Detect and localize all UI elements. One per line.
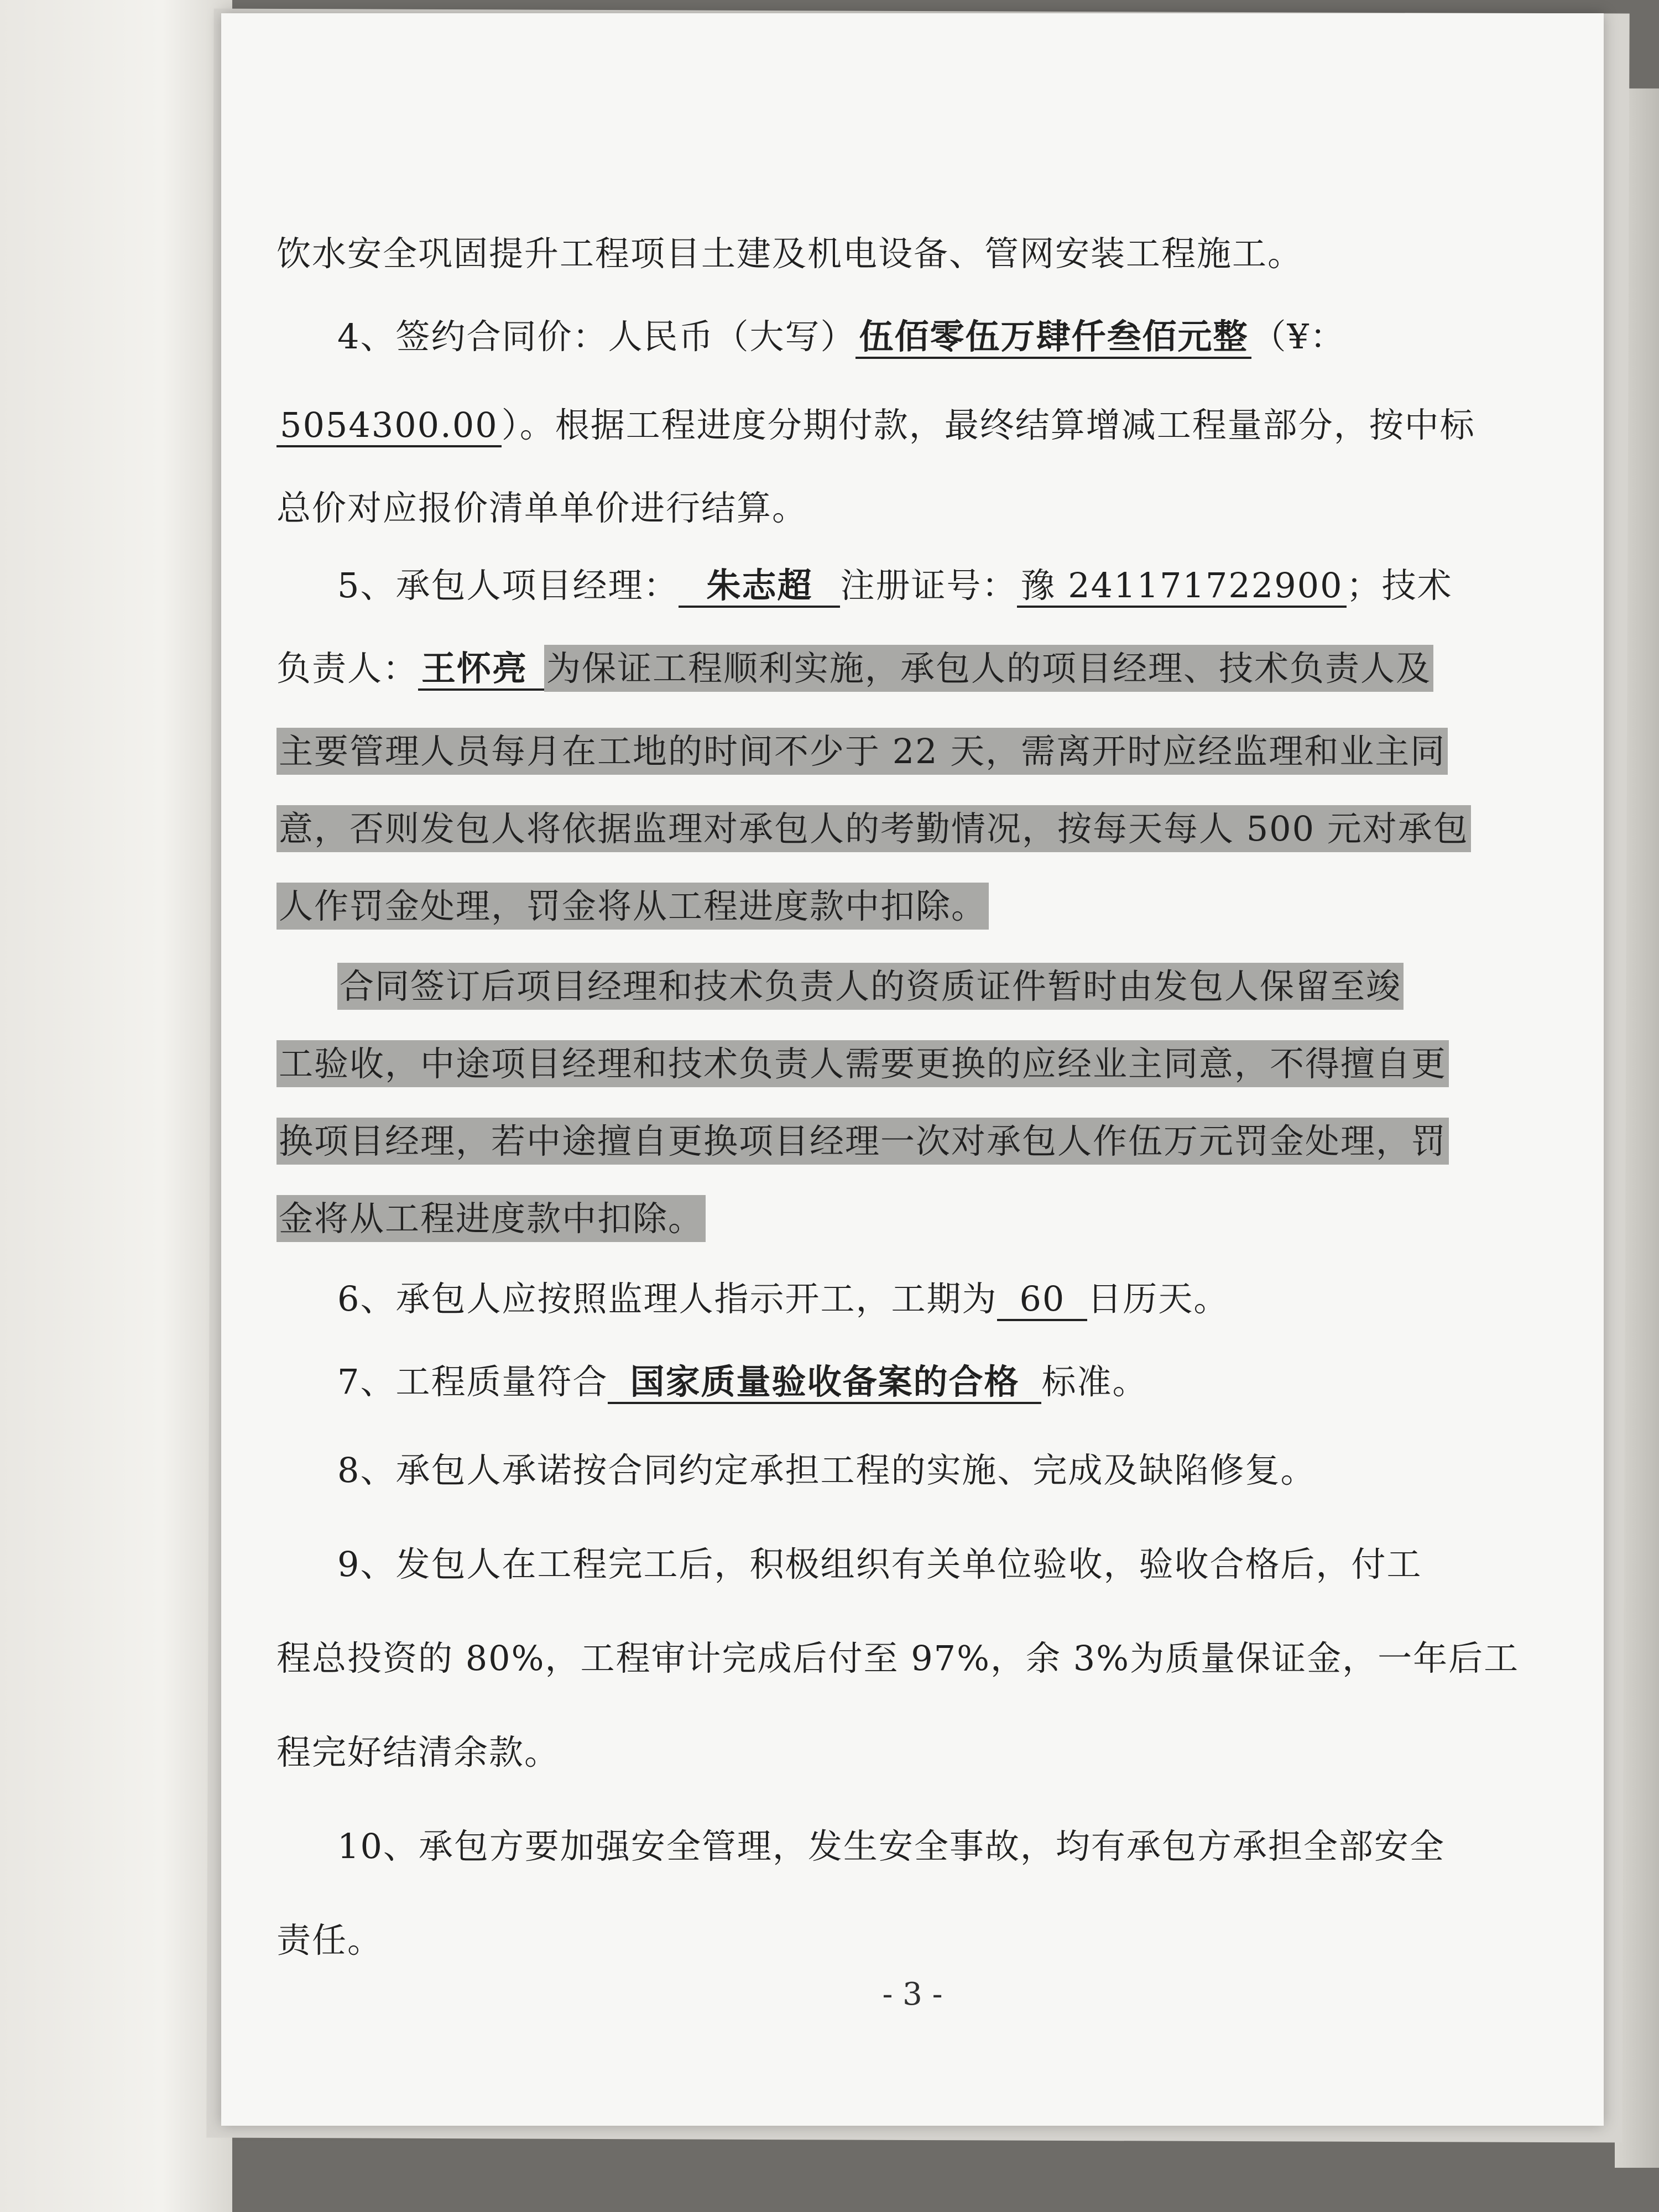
- contract-price-words: 伍佰零伍万肆仟叁佰元整: [855, 316, 1251, 359]
- contract-price-figures: 5054300.00: [276, 405, 502, 447]
- text-line: 程完好结清余款。: [276, 1732, 560, 1772]
- text-line: 主要管理人员每月在工地的时间不少于 22 天，需离开时应经监理和业主同: [276, 727, 1448, 776]
- clause-4-line: 4、签约合同价：人民币（大写）伍佰零伍万肆仟叁佰元整（¥：: [337, 312, 1345, 362]
- text-line: 工验收，中途项目经理和技术负责人需要更换的应经业主同意，不得擅自更: [276, 1039, 1449, 1089]
- text-line: 换项目经理，若中途擅自更换项目经理一次对承包人作伍万元罚金处理，罚: [276, 1117, 1449, 1166]
- clause-9-line: 9、发包人在工程完工后，积极组织有关单位验收，验收合格后，付工: [337, 1544, 1422, 1584]
- text-line: 责任。: [276, 1920, 383, 1960]
- duration-days: 60: [997, 1279, 1087, 1321]
- clause-5-line: 5、承包人项目经理： 朱志超 注册证号：豫 241171722900；技术: [337, 561, 1453, 611]
- document-page: [221, 13, 1604, 2126]
- clause-6-line: 6、承包人应按照监理人指示开工，工期为 60 日历天。: [337, 1274, 1229, 1324]
- clause-8-line: 8、承包人承诺按合同约定承担工程的实施、完成及缺陷修复。: [337, 1450, 1316, 1490]
- technical-lead-name: 王怀亮: [418, 648, 544, 691]
- project-manager-name: 朱志超: [679, 565, 840, 608]
- text-line: 总价对应报价清单单价进行结算。: [276, 488, 808, 528]
- page-number: - 3 -: [882, 1976, 943, 2012]
- text-line: 负责人：王怀亮 为保证工程顺利实施，承包人的项目经理、技术负责人及: [276, 644, 1433, 693]
- quality-standard: 国家质量验收备案的合格: [608, 1361, 1041, 1404]
- text-line: 意，否则发包人将依据监理对承包人的考勤情况，按每天每人 500 元对承包: [276, 804, 1471, 854]
- text-line: 合同签订后项目经理和技术负责人的资质证件暂时由发包人保留至竣: [337, 962, 1404, 1011]
- clause-7-line: 7、工程质量符合 国家质量验收备案的合格 标准。: [337, 1357, 1147, 1407]
- clause-10-line: 10、承包方要加强安全管理，发生安全事故，均有承包方承担全部安全: [337, 1826, 1445, 1866]
- text-line: 5054300.00）。根据工程进度分期付款，最终结算增减工程量部分，按中标: [276, 400, 1475, 450]
- text-line: 程总投资的 80%，工程审计完成后付至 97%，余 3%为质量保证金，一年后工: [276, 1638, 1520, 1678]
- text-line: 人作罚金处理，罚金将从工程进度款中扣除。: [276, 881, 989, 931]
- registration-number: 豫 241171722900: [1017, 565, 1346, 608]
- text-line: 饮水安全巩固提升工程项目土建及机电设备、管网安装工程施工。: [276, 233, 1303, 274]
- text-line: 金将从工程进度款中扣除。: [276, 1194, 706, 1244]
- underlying-left-page: [0, 0, 232, 2212]
